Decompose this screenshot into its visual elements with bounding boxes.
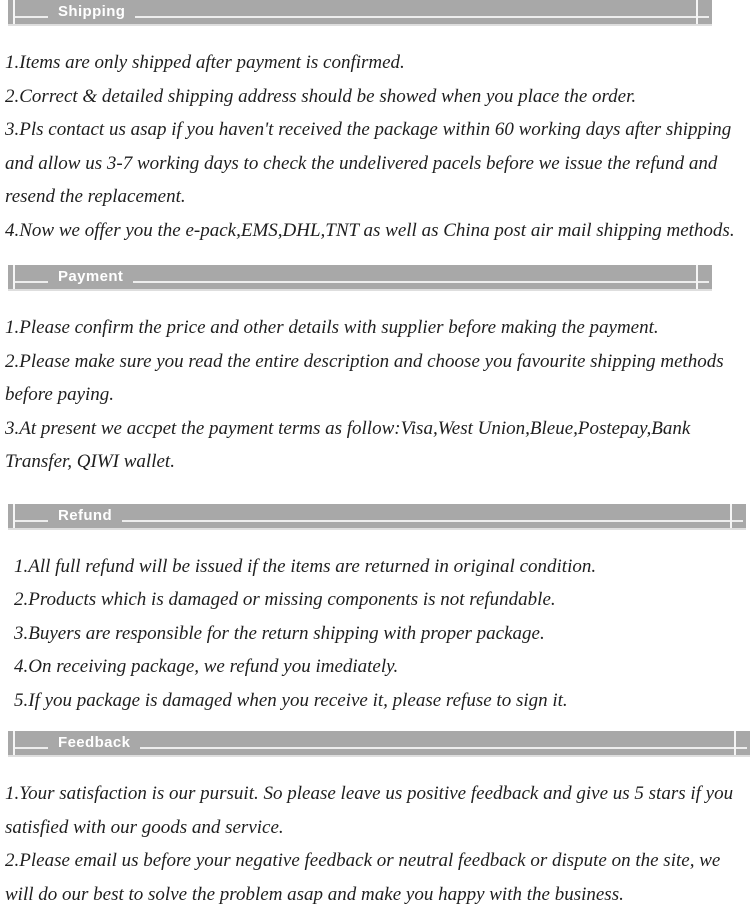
section-feedback: [0, 731, 750, 911]
list-item: 3.Buyers are responsible for the return shipping with proper package.: [14, 622, 545, 644]
list-item: 3.Pls contact us asap if you haven't received the package within 60 working days after shipping and allow us 3-7 working days to check the undelivered pacels before we issue the refund and resend the replacement.: [5, 119, 732, 207]
section-body-refund: [0, 530, 750, 718]
header-right-tick: [696, 265, 698, 289]
header-left-tick: [13, 265, 15, 289]
list-item: 3.At present we accpet the payment terms as follow:Visa,West Union,Bleue,Postepay,Bank Transfer, QIWI wallet.: [5, 417, 691, 472]
section-header-refund: [8, 504, 746, 530]
list-item: 5.If you package is damaged when you receive it, please refuse to sign it.: [14, 689, 568, 711]
list-item: 2.Please make sure you read the entire description and choose you favourite shipping methods before paying.: [5, 350, 724, 405]
section-title-shipping: Shipping: [48, 0, 135, 24]
list-item: 2.Correct & detailed shipping address should be showed when you place the order.: [5, 85, 637, 107]
header-right-tick: [730, 504, 732, 528]
header-right-tick: [696, 0, 698, 24]
list-item: 1.Please confirm the price and other details with supplier before making the payment.: [5, 317, 659, 338]
list-item: 1.All full refund will be issued if the items are returned in original condition.: [14, 555, 597, 577]
list-item: 4.On receiving package, we refund you imediately.: [14, 656, 399, 677]
list-item: 1.Your satisfaction is our pursuit. So please leave us positive feedback and give us 5 stars if you satisfied with our goods and service.: [5, 783, 734, 838]
list-item: 2.Products which is damaged or missing components is not refundable.: [14, 589, 556, 610]
section-title-refund: Refund: [48, 504, 122, 528]
header-left-tick: [13, 0, 15, 24]
section-title-payment: Payment: [48, 265, 133, 289]
section-header-payment: [8, 265, 712, 291]
header-right-tick: [734, 731, 736, 755]
section-payment: [0, 265, 750, 479]
section-header-shipping: [8, 0, 712, 26]
list-item: 1.Items are only shipped after payment is confirmed.: [5, 52, 405, 73]
header-left-tick: [13, 504, 15, 528]
section-body-feedback: [0, 757, 750, 911]
section-shipping: [0, 0, 750, 247]
section-title-feedback: Feedback: [48, 731, 140, 755]
section-refund: [0, 504, 750, 718]
list-item: 4.Now we offer you the e-pack,EMS,DHL,TNT as well as China post air mail shipping methods.: [5, 219, 735, 241]
list-item: 2.Please email us before your negative feedback or neutral feedback or dispute on the site, we will do our best to solve the problem asap and make you happy with the business.: [5, 850, 721, 905]
header-rule: [15, 520, 743, 522]
section-body-payment: [0, 291, 750, 479]
header-left-tick: [13, 731, 15, 755]
section-body-shipping: [0, 26, 750, 247]
section-header-feedback: [8, 731, 750, 757]
